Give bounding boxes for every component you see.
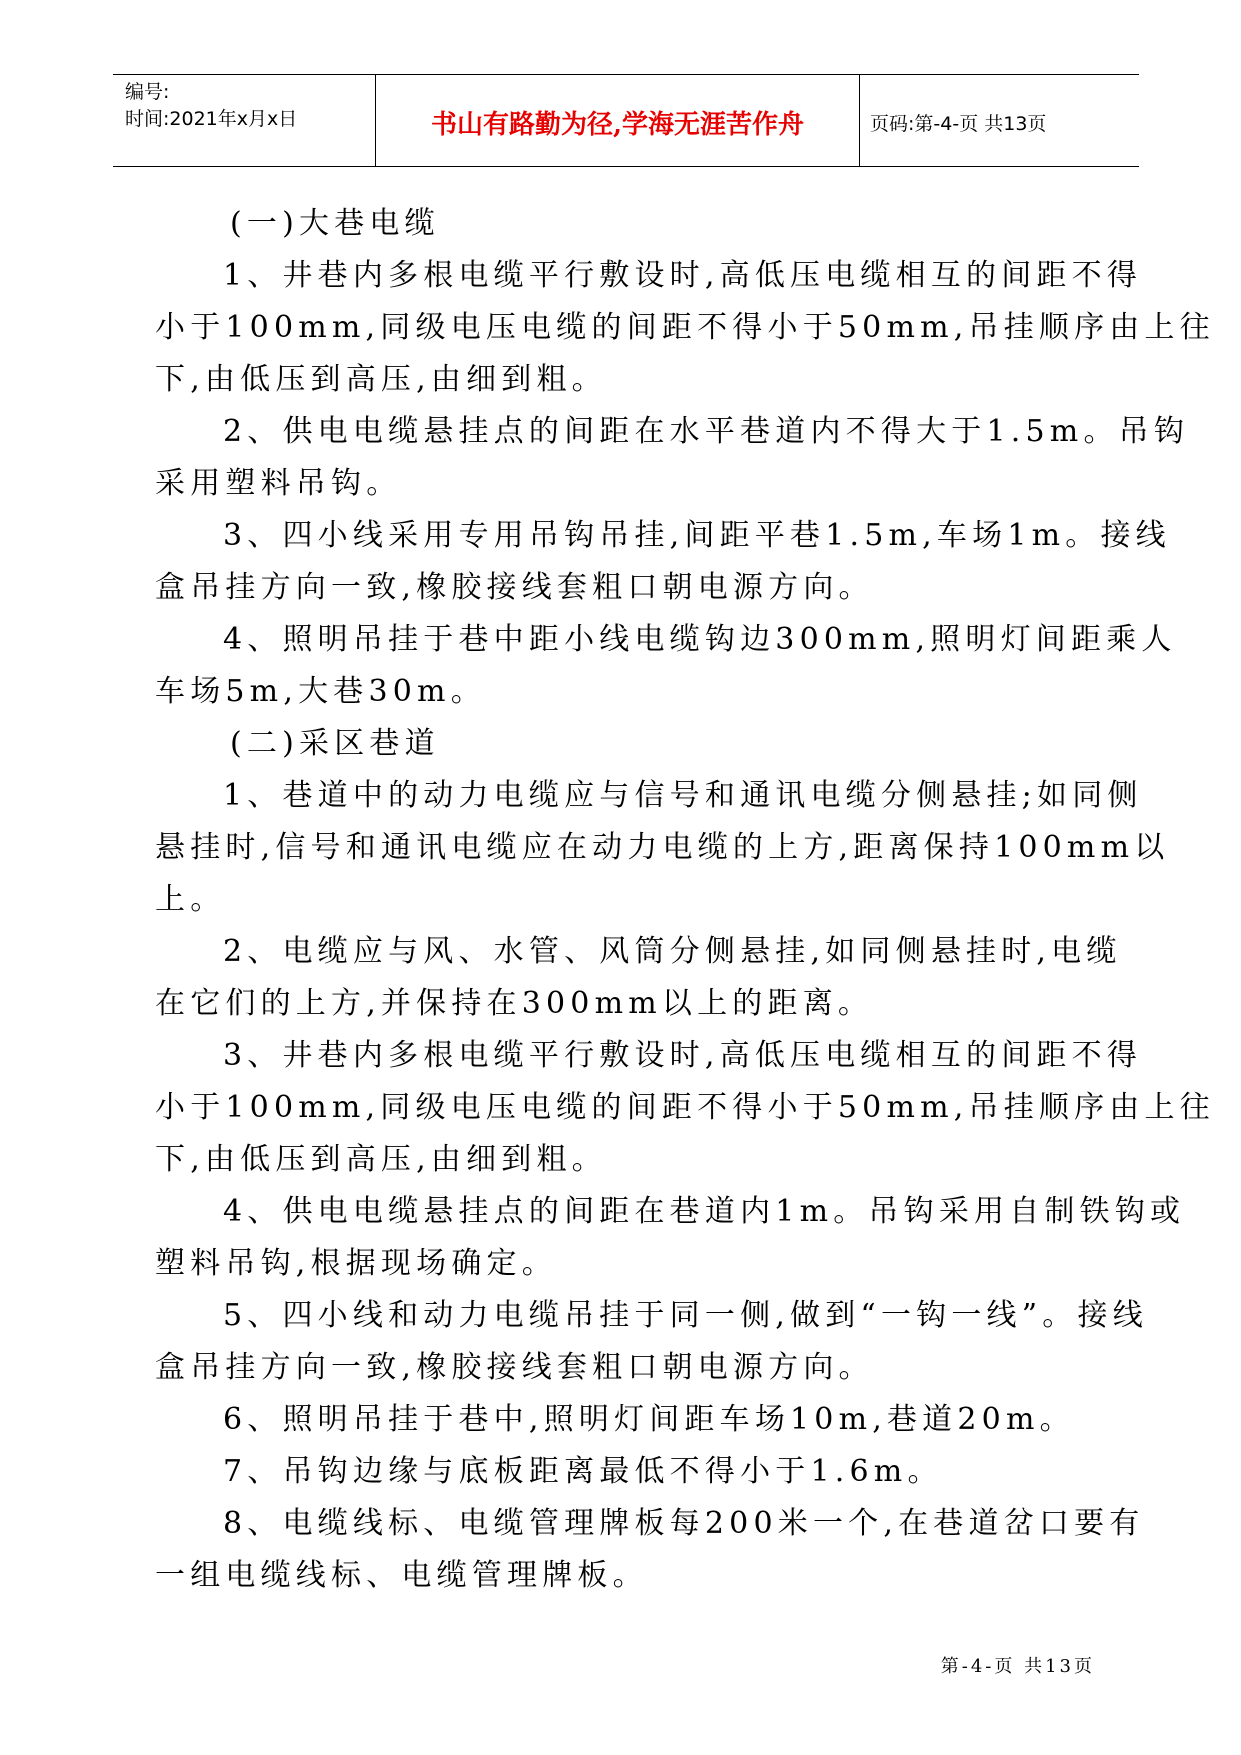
paragraph-line: 上。 <box>155 882 226 917</box>
paragraph-line: 采用塑料吊钩。 <box>155 466 402 501</box>
paragraph-line: 4、供电电缆悬挂点的间距在巷道内1m。吊钩采用自制铁钩或 <box>223 1194 1186 1229</box>
page-header <box>113 74 1139 167</box>
paragraph-line: 3、四小线采用专用吊钩吊挂,间距平巷1.5m,车场1m。接线 <box>223 518 1171 553</box>
section-heading: (一)大巷电缆 <box>230 206 440 241</box>
paragraph-line: 一组电缆线标、电缆管理牌板。 <box>155 1558 648 1593</box>
header-page-info: 页码:第-4-页 共13页 <box>870 113 1047 135</box>
paragraph-line: 悬挂时,信号和通讯电缆应在动力电缆的上方,距离保持100mm以 <box>155 830 1170 865</box>
paragraph-line: 盒吊挂方向一致,橡胶接线套粗口朝电源方向。 <box>155 570 874 605</box>
section-heading: (二)采区巷道 <box>230 726 440 761</box>
header-motto: 书山有路勤为径,学海无涯苦作舟 <box>376 75 860 166</box>
paragraph-line: 小于100mm,同级电压电缆的间距不得小于50mm,吊挂顺序由上往 <box>155 1090 1215 1125</box>
paragraph-line: 7、吊钩边缘与底板距离最低不得小于1.6m。 <box>223 1454 943 1489</box>
paragraph-line: 1、巷道中的动力电缆应与信号和通讯电缆分侧悬挂;如同侧 <box>223 778 1143 813</box>
paragraph-line: 6、照明吊挂于巷中,照明灯间距车场10m,巷道20m。 <box>223 1402 1075 1437</box>
paragraph-line: 2、供电电缆悬挂点的间距在水平巷道内不得大于1.5m。吊钩 <box>223 414 1190 449</box>
paragraph-line: 4、照明吊挂于巷中距小线电缆钩边300mm,照明灯间距乘人 <box>223 622 1177 657</box>
paragraph-line: 5、四小线和动力电缆吊挂于同一侧,做到“一钩一线”。接线 <box>223 1298 1148 1333</box>
paragraph-line: 小于100mm,同级电压电缆的间距不得小于50mm,吊挂顺序由上往 <box>155 310 1215 345</box>
paragraph-line: 盒吊挂方向一致,橡胶接线套粗口朝电源方向。 <box>155 1350 874 1385</box>
paragraph-line: 2、电缆应与风、水管、风筒分侧悬挂,如同侧悬挂时,电缆 <box>223 934 1122 969</box>
paragraph-line: 1、井巷内多根电缆平行敷设时,高低压电缆相互的间距不得 <box>223 258 1143 293</box>
page-footer: 第-4-页 共13页 <box>940 1656 1095 1677</box>
document-body <box>155 198 1215 1602</box>
document-time: 时间:2021年x月x日 <box>125 108 298 130</box>
paragraph-line: 塑料吊钩,根据现场确定。 <box>155 1246 557 1281</box>
paragraph-line: 3、井巷内多根电缆平行敷设时,高低压电缆相互的间距不得 <box>223 1038 1143 1073</box>
header-meta <box>113 75 376 166</box>
paragraph-line: 车场5m,大巷30m。 <box>155 674 486 709</box>
paragraph-line: 8、电缆线标、电缆管理牌板每200米一个,在巷道岔口要有 <box>223 1506 1145 1541</box>
document-number-label: 编号: <box>125 81 170 103</box>
paragraph-line: 下,由低压到高压,由细到粗。 <box>155 362 607 397</box>
paragraph-line: 在它们的上方,并保持在300mm以上的距离。 <box>155 986 874 1021</box>
paragraph-line: 下,由低压到高压,由细到粗。 <box>155 1142 607 1177</box>
